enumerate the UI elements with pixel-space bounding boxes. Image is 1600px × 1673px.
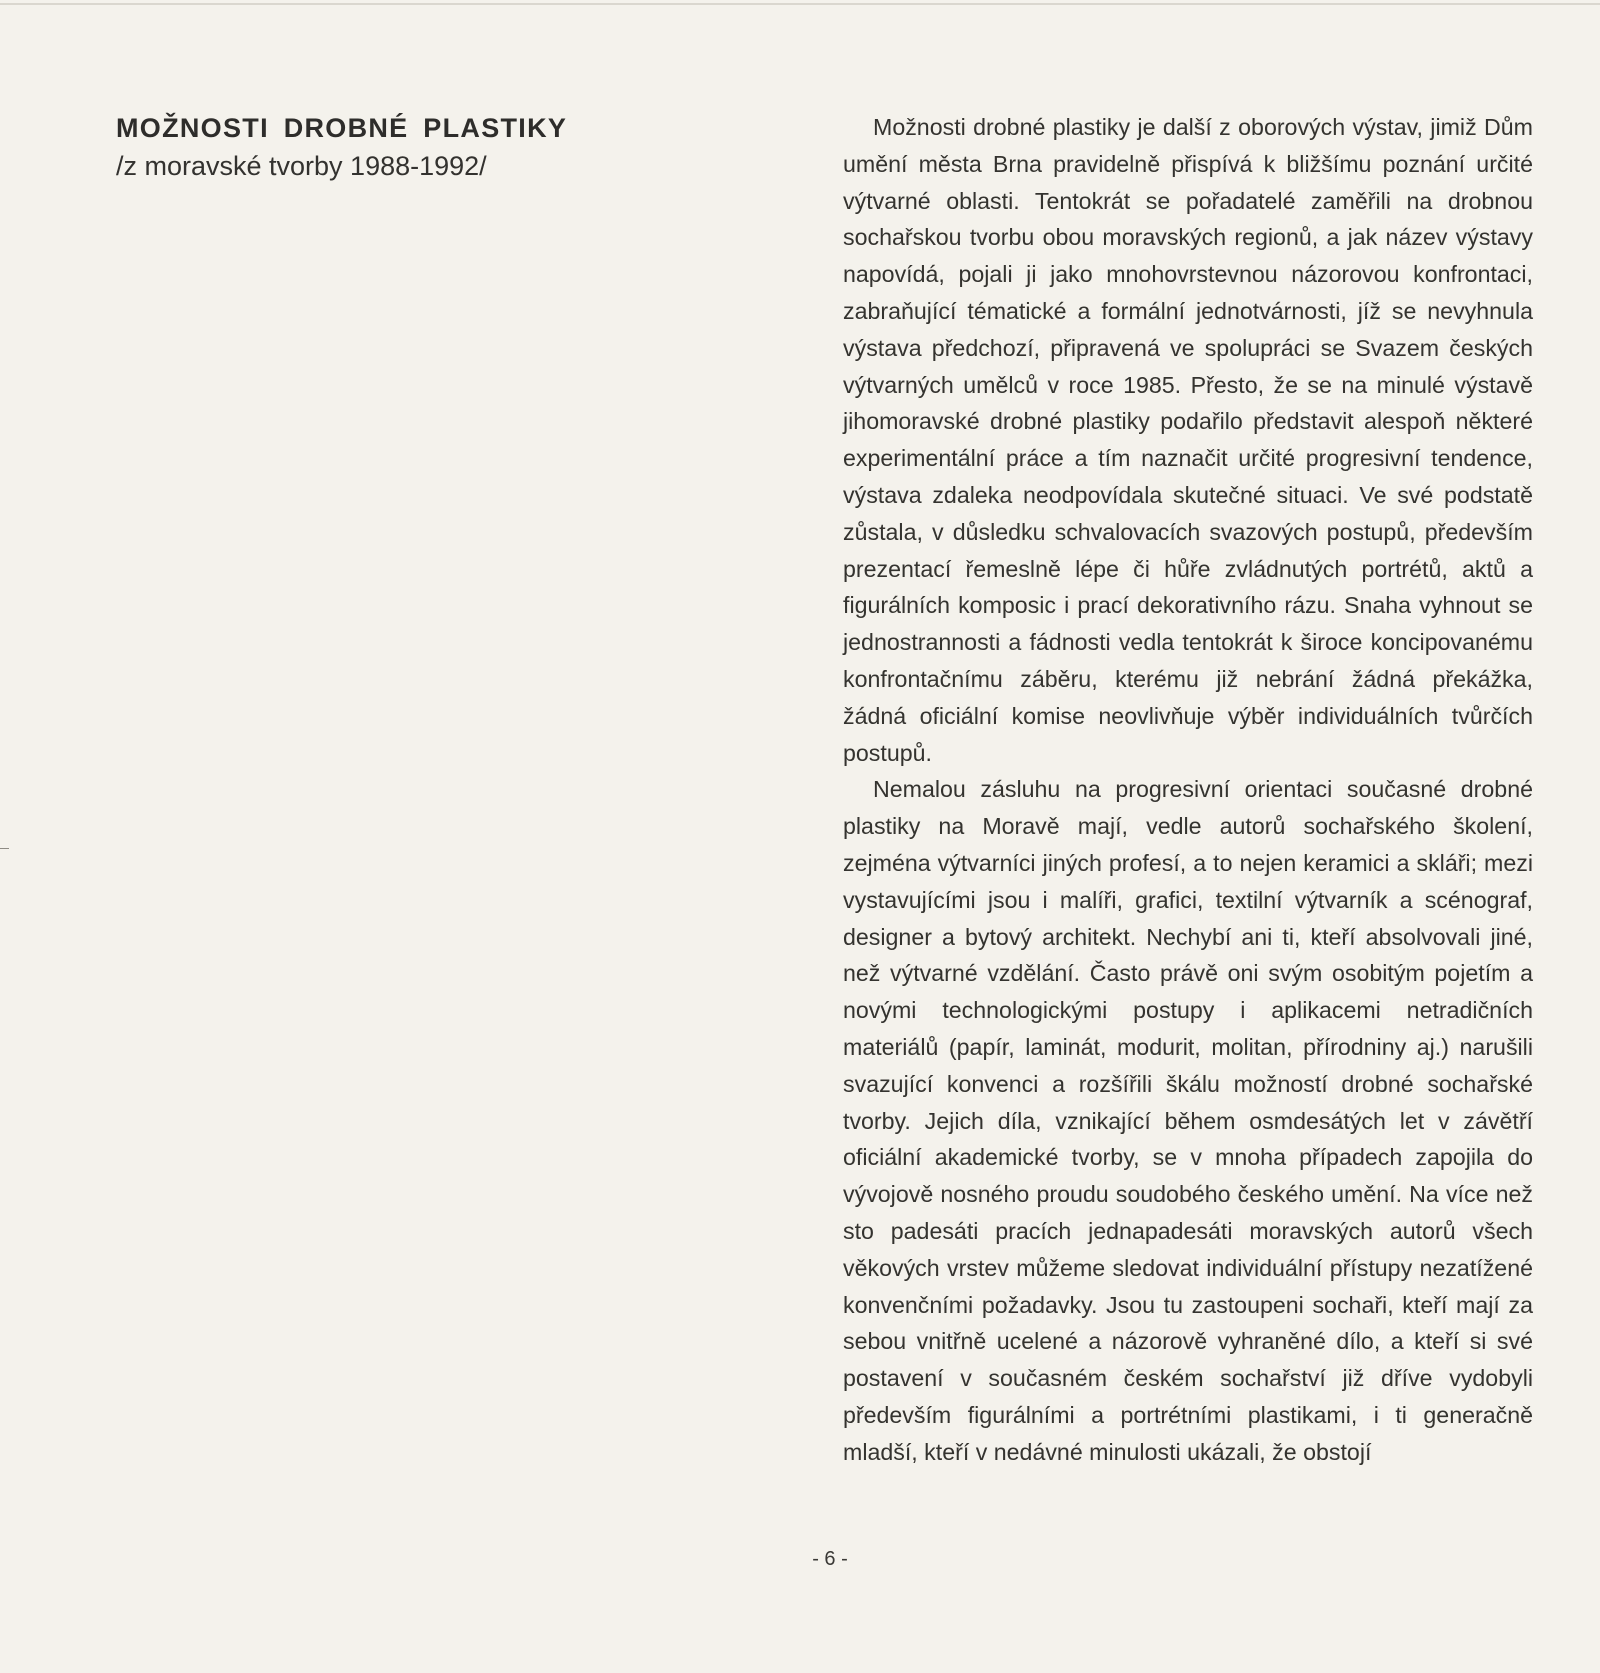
- page-number: - 6 -: [812, 1548, 848, 1570]
- body-paragraph-1: Možnosti drobné plastiky je další z oborových výstav, jimiž Dům umění města Brna pravidelně přispívá k bližšímu poznání určité výtvarné oblasti. Tentokrát se pořadatelé zaměřili na drobnou sochařskou tvorbu obou moravských regionů, a jak název výstavy napovídá, pojali ji jako mnohovrstevnou názorovou konfrontaci, zabraňující tématické a formální jednotvárnosti, jíž se nevyhnula výstava předchozí, připravená ve spolupráci se Svazem českých výtvarných umělců v roce 1985. Přesto, že se na minulé výstavě jihomoravské drobné plastiky podařilo představit alespoň některé experimentální práce a tím naznačit určité progresivní tendence, výstava zdaleka neodpovídala skutečné situaci. Ve své podstatě zůstala, v důsledku schvalovacích svazových postupů, především prezentací řemeslně lépe či hůře zvládnutých portrétů, aktů a figurálních komposic i prací dekorativního rázu. Snaha vyhnout se jednostrannosti a fádnosti vedla tentokrát k široce koncipovanému konfrontačnímu záběru, kterému již nebrání žádná překážka, žádná oficiální komise neovlivňuje výběr individuálních tvůrčích postupů.: [843, 114, 1533, 766]
- top-edge-rule: [0, 3, 1600, 5]
- article-body: [843, 109, 1533, 1470]
- body-paragraph-2: Nemalou zásluhu na progresivní orientaci současné drobné plastiky na Moravě mají, vedle autorů sochařského školení, zejména výtvarníci jiných profesí, a to nejen keramici a skláři; mezi vystavujícími jsou i malíři, grafici, textilní výtvarník a scénograf, designer a bytový architekt. Nechybí ani ti, kteří absolvovali jiné, než výtvarné vzdělání. Často právě oni svým osobitým pojetím a novými technologickými postupy i aplikacemi netradičních materiálů (papír, laminát, modurit, molitan, přírodniny aj.) narušili svazující konvenci a rozšířili škálu možností drobné sochařské tvorby. Jejich díla, vznikající během osmdesátých let v závětří oficiální akademické tvorby, se v mnoha případech zapojila do vývojově nosného proudu soudobého českého umění. Na více než sto padesáti pracích jednapadesáti moravských autorů všech věkových vrstev můžeme sledovat individuální přístupy nezatížené konvenčními požadavky. Jsou tu zastoupeni sochaři, kteří mají za sebou vnitřně ucelené a názorově vyhraněné dílo, a kteří si své postavení v současném českém sochařství již dříve vydobyli především figurálními a portrétními plastikami, i ti generačně mladší, kteří v nedávné minulosti ukázali, že obstojí: [843, 776, 1533, 1465]
- margin-tick-mark: [0, 848, 9, 849]
- article-subtitle: /z moravské tvorby 1988-1992/: [116, 151, 487, 181]
- article-header: [116, 110, 736, 184]
- article-title: MOŽNOSTI DROBNÉ PLASTIKY: [116, 113, 568, 143]
